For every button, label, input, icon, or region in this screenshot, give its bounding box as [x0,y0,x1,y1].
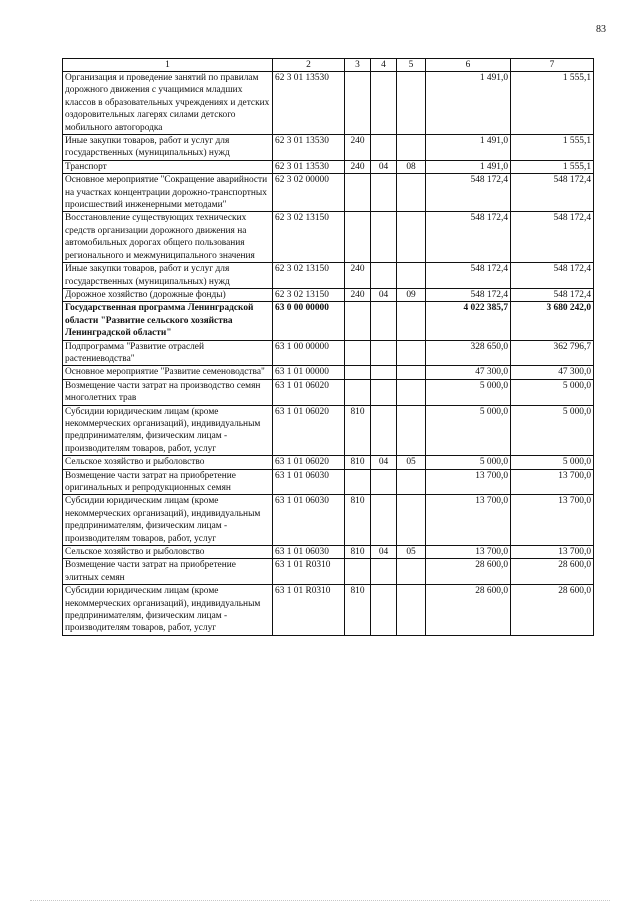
cell-amount-year2: 1 555,1 [511,160,594,173]
table-row [63,456,594,469]
table-row [63,366,594,379]
table-row [63,263,594,289]
cell-name: Организация и проведение занятий по правилам дорожного движения с учащимися младших классов в образовательных учреждениях и детских оздоровительных лагерях силами детского мобильного автогородка [63,72,273,135]
cell-name: Возмещение части затрат на приобретение элитных семян [63,559,273,585]
cell-amount-year1: 548 172,4 [426,212,511,263]
cell-amount-year1: 548 172,4 [426,174,511,212]
cell-amount-year1: 1 491,0 [426,72,511,135]
cell-subsection: 09 [397,288,426,301]
cell-name: Государственная программа Ленинградской области "Развитие сельского хозяйства Ленинградской области" [63,302,273,340]
cell-amount-year1: 5 000,0 [426,456,511,469]
cell-amount-year1: 548 172,4 [426,263,511,289]
cell-target-code: 63 1 00 00000 [273,340,345,366]
cell-target-code: 62 3 02 00000 [273,174,345,212]
table-row [63,495,594,546]
cell-amount-year1: 1 491,0 [426,135,511,161]
cell-expense-type [345,379,371,405]
cell-amount-year2: 1 555,1 [511,135,594,161]
cell-name: Восстановление существующих технических средств организации дорожного движения на автомобильных дорогах общего пользования регионального и межмуниципального значения [63,212,273,263]
cell-amount-year1: 13 700,0 [426,469,511,495]
cell-section [371,405,397,456]
cell-amount-year2: 548 172,4 [511,263,594,289]
cell-amount-year2: 3 680 242,0 [511,302,594,340]
cell-section [371,174,397,212]
cell-expense-type [345,469,371,495]
cell-section [371,135,397,161]
cell-target-code: 62 3 01 13530 [273,72,345,135]
cell-amount-year2: 13 700,0 [511,469,594,495]
table-row [63,135,594,161]
cell-name: Возмещение части затрат на приобретение оригинальных и репродукционных семян [63,469,273,495]
cell-expense-type: 810 [345,495,371,546]
budget-table [62,58,594,636]
cell-amount-year1: 28 600,0 [426,559,511,585]
cell-amount-year1: 13 700,0 [426,495,511,546]
cell-expense-type: 240 [345,160,371,173]
cell-expense-type: 810 [345,405,371,456]
cell-target-code: 63 1 01 06020 [273,379,345,405]
cell-target-code: 63 1 01 06030 [273,546,345,559]
cell-name: Иные закупки товаров, работ и услуг для государственных (муниципальных) нужд [63,135,273,161]
cell-amount-year2: 5 000,0 [511,456,594,469]
cell-expense-type: 810 [345,546,371,559]
cell-subsection [397,302,426,340]
table-row [63,302,594,340]
cell-expense-type [345,212,371,263]
header-cell-2: 2 [273,59,345,72]
cell-name: Субсидии юридическим лицам (кроме некоммерческих организаций), индивидуальным предпринимателям, физическим лицам - производителям товаров, работ, услуг [63,585,273,636]
cell-subsection [397,366,426,379]
cell-target-code: 63 1 01 R0310 [273,559,345,585]
cell-expense-type [345,72,371,135]
cell-expense-type [345,340,371,366]
cell-subsection [397,263,426,289]
cell-amount-year1: 548 172,4 [426,288,511,301]
cell-amount-year1: 28 600,0 [426,585,511,636]
table-row [63,469,594,495]
cell-target-code: 62 3 02 13150 [273,212,345,263]
cell-section [371,585,397,636]
cell-section: 04 [371,160,397,173]
cell-section [371,495,397,546]
table-row [63,405,594,456]
cell-subsection [397,212,426,263]
cell-amount-year1: 47 300,0 [426,366,511,379]
header-cell-5: 5 [397,59,426,72]
cell-amount-year2: 28 600,0 [511,585,594,636]
cell-amount-year1: 13 700,0 [426,546,511,559]
cell-subsection [397,559,426,585]
cell-subsection: 05 [397,456,426,469]
cell-target-code: 63 1 01 06020 [273,405,345,456]
page-number: 83 [596,24,606,35]
cell-target-code: 63 1 01 00000 [273,366,345,379]
cell-name: Дорожное хозяйство (дорожные фонды) [63,288,273,301]
cell-name: Основное мероприятие "Развитие семеноводства" [63,366,273,379]
cell-expense-type: 240 [345,135,371,161]
cell-subsection: 05 [397,546,426,559]
cell-name: Транспорт [63,160,273,173]
cell-amount-year2: 13 700,0 [511,546,594,559]
table-row [63,212,594,263]
cell-target-code: 63 1 01 06030 [273,469,345,495]
cell-subsection: 08 [397,160,426,173]
cell-section [371,469,397,495]
cell-subsection [397,379,426,405]
header-cell-7: 7 [511,59,594,72]
cell-amount-year2: 47 300,0 [511,366,594,379]
cell-section [371,379,397,405]
scan-edge-line [30,900,610,902]
cell-amount-year2: 28 600,0 [511,559,594,585]
cell-amount-year2: 13 700,0 [511,495,594,546]
table-row [63,72,594,135]
cell-subsection [397,174,426,212]
cell-name: Подпрограмма "Развитие отраслей растениеводства" [63,340,273,366]
cell-amount-year2: 548 172,4 [511,212,594,263]
header-row [63,59,594,72]
table-row [63,546,594,559]
cell-target-code: 62 3 02 13150 [273,288,345,301]
cell-expense-type: 810 [345,585,371,636]
cell-target-code: 63 0 00 00000 [273,302,345,340]
cell-target-code: 62 3 02 13150 [273,263,345,289]
header-cell-1: 1 [63,59,273,72]
table-row [63,585,594,636]
cell-section [371,366,397,379]
cell-subsection [397,495,426,546]
cell-section: 04 [371,456,397,469]
cell-amount-year1: 328 650,0 [426,340,511,366]
table-row [63,379,594,405]
cell-name: Иные закупки товаров, работ и услуг для государственных (муниципальных) нужд [63,263,273,289]
cell-section [371,559,397,585]
cell-subsection [397,585,426,636]
cell-subsection [397,340,426,366]
cell-target-code: 63 1 01 R0310 [273,585,345,636]
cell-section [371,263,397,289]
cell-subsection [397,405,426,456]
cell-amount-year1: 4 022 385,7 [426,302,511,340]
cell-name: Основное мероприятие "Сокращение аварийности на участках концентрации дорожно-транспортных происшествий инженерными методами" [63,174,273,212]
cell-target-code: 62 3 01 13530 [273,160,345,173]
table-row [63,559,594,585]
table-row [63,160,594,173]
cell-target-code: 62 3 01 13530 [273,135,345,161]
cell-name: Возмещение части затрат на производство семян многолетних трав [63,379,273,405]
cell-amount-year1: 5 000,0 [426,405,511,456]
cell-amount-year2: 5 000,0 [511,379,594,405]
cell-section [371,302,397,340]
cell-subsection [397,135,426,161]
cell-amount-year2: 548 172,4 [511,174,594,212]
cell-expense-type: 240 [345,288,371,301]
cell-expense-type [345,559,371,585]
cell-target-code: 63 1 01 06030 [273,495,345,546]
cell-expense-type: 810 [345,456,371,469]
cell-section [371,72,397,135]
cell-amount-year2: 362 796,7 [511,340,594,366]
cell-section: 04 [371,546,397,559]
header-cell-4: 4 [371,59,397,72]
table-row [63,288,594,301]
header-cell-3: 3 [345,59,371,72]
cell-amount-year2: 5 000,0 [511,405,594,456]
cell-expense-type: 240 [345,263,371,289]
cell-target-code: 63 1 01 06020 [273,456,345,469]
cell-name: Субсидии юридическим лицам (кроме некоммерческих организаций), индивидуальным предпринимателям, физическим лицам - производителям товаров, работ, услуг [63,495,273,546]
table-row [63,174,594,212]
cell-name: Субсидии юридическим лицам (кроме некоммерческих организаций), индивидуальным предпринимателям, физическим лицам - производителям товаров, работ, услуг [63,405,273,456]
table-row [63,340,594,366]
cell-expense-type [345,302,371,340]
cell-amount-year1: 1 491,0 [426,160,511,173]
cell-amount-year1: 5 000,0 [426,379,511,405]
cell-name: Сельское хозяйство и рыболовство [63,546,273,559]
cell-section [371,340,397,366]
table-body [63,72,594,636]
header-cell-6: 6 [426,59,511,72]
cell-name: Сельское хозяйство и рыболовство [63,456,273,469]
cell-amount-year2: 548 172,4 [511,288,594,301]
cell-section [371,212,397,263]
cell-expense-type [345,366,371,379]
cell-section: 04 [371,288,397,301]
cell-amount-year2: 1 555,1 [511,72,594,135]
cell-expense-type [345,174,371,212]
cell-subsection [397,469,426,495]
cell-subsection [397,72,426,135]
